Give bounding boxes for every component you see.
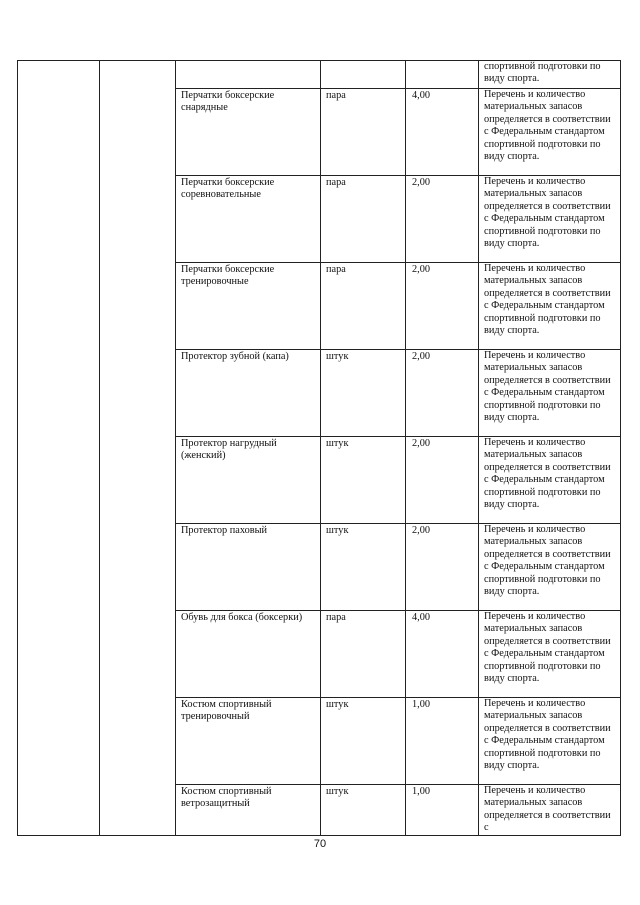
note-cell: Перечень и количество материальных запасов определяется в соответствии с Федеральным стандартом спортивной подготовки по виду спорта. xyxy=(479,437,621,524)
note-cell: Перечень и количество материальных запасов определяется в соответствии с Федеральным стандартом спортивной подготовки по виду спорта. xyxy=(479,89,621,176)
item-name-cell: Перчатки боксерские снарядные xyxy=(176,89,321,176)
quantity-cell: 1,00 xyxy=(406,698,479,785)
quantity-cell: 2,00 xyxy=(406,263,479,350)
unit-cell: штук xyxy=(321,437,406,524)
unit-cell: пара xyxy=(321,176,406,263)
note-cell: спортивной подготовки по виду спорта. xyxy=(479,61,621,89)
quantity-cell: 2,00 xyxy=(406,437,479,524)
item-name-cell: Протектор нагрудный (женский) xyxy=(176,437,321,524)
note-cell: Перечень и количество материальных запасов определяется в соответствии с Федеральным стандартом спортивной подготовки по виду спорта. xyxy=(479,611,621,698)
quantity-cell: 1,00 xyxy=(406,785,479,836)
quantity-cell: 4,00 xyxy=(406,89,479,176)
subgroup-cell xyxy=(100,61,176,836)
unit-cell: штук xyxy=(321,524,406,611)
note-cell: Перечень и количество материальных запасов определяется в соответствии с Федеральным стандартом спортивной подготовки по виду спорта. xyxy=(479,350,621,437)
item-name-cell: Протектор паховый xyxy=(176,524,321,611)
quantity-cell: 4,00 xyxy=(406,611,479,698)
quantity-cell: 2,00 xyxy=(406,350,479,437)
unit-cell: штук xyxy=(321,350,406,437)
unit-cell: пара xyxy=(321,611,406,698)
item-name-cell: Перчатки боксерские соревновательные xyxy=(176,176,321,263)
note-cell: Перечень и количество материальных запасов определяется в соответствии с Федеральным стандартом спортивной подготовки по виду спорта. xyxy=(479,176,621,263)
item-name-cell: Костюм спортивный ветрозащитный xyxy=(176,785,321,836)
note-cell: Перечень и количество материальных запасов определяется в соответствии с Федеральным стандартом спортивной подготовки по виду спорта. xyxy=(479,524,621,611)
equipment-table xyxy=(17,60,621,836)
unit-cell: пара xyxy=(321,263,406,350)
unit-cell xyxy=(321,61,406,89)
unit-cell: штук xyxy=(321,785,406,836)
unit-cell: штук xyxy=(321,698,406,785)
table-row xyxy=(18,61,621,89)
note-cell: Перечень и количество материальных запасов определяется в соответствии с Федеральным стандартом спортивной подготовки по виду спорта. xyxy=(479,263,621,350)
group-cell xyxy=(18,61,100,836)
quantity-cell: 2,00 xyxy=(406,176,479,263)
unit-cell: пара xyxy=(321,89,406,176)
page-number: 70 xyxy=(313,838,327,850)
item-name-cell: Протектор зубной (капа) xyxy=(176,350,321,437)
item-name-cell: Костюм спортивный тренировочный xyxy=(176,698,321,785)
quantity-cell: 2,00 xyxy=(406,524,479,611)
note-cell: Перечень и количество материальных запасов определяется в соответствии с xyxy=(479,785,621,836)
note-cell: Перечень и количество материальных запасов определяется в соответствии с Федеральным стандартом спортивной подготовки по виду спорта. xyxy=(479,698,621,785)
item-name-cell: Перчатки боксерские тренировочные xyxy=(176,263,321,350)
item-name-cell xyxy=(176,61,321,89)
quantity-cell xyxy=(406,61,479,89)
item-name-cell: Обувь для бокса (боксерки) xyxy=(176,611,321,698)
